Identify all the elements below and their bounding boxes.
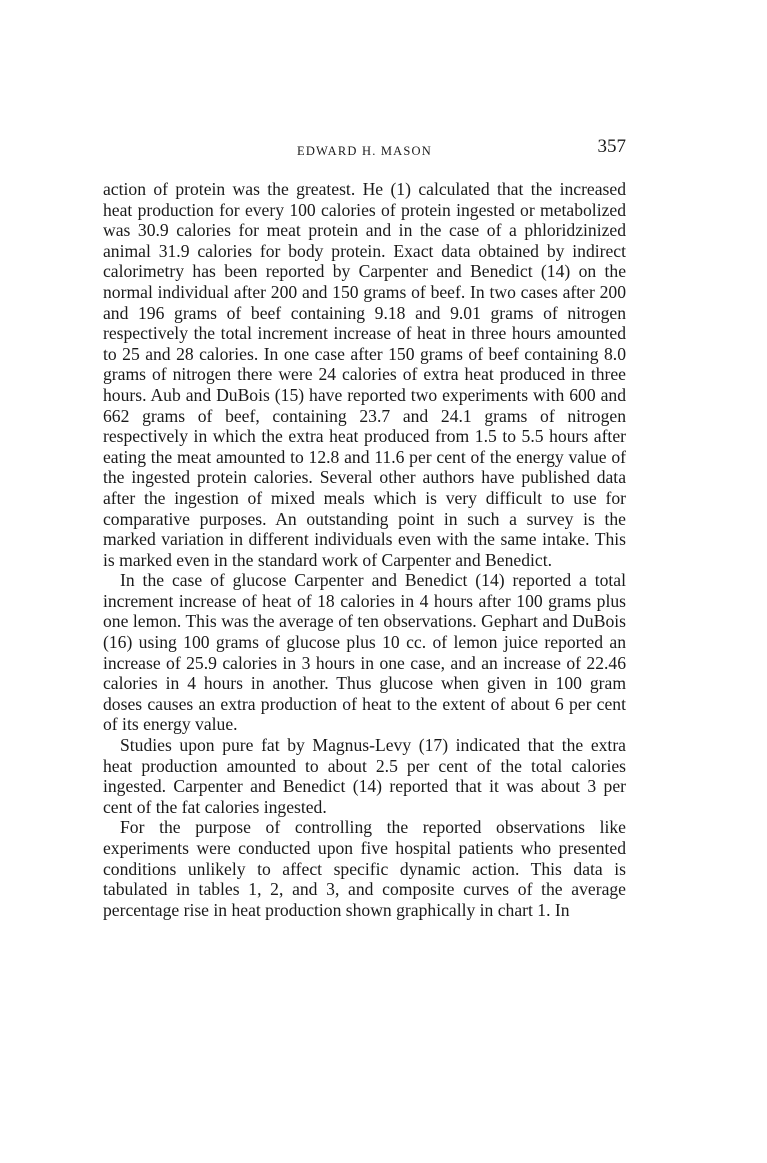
page-number: 357 (597, 136, 626, 157)
running-head-author: EDWARD H. MASON (296, 144, 433, 158)
paragraph-1: action of protein was the greatest. He (1) calculated that the increased heat production for every 100 calories of protein ingested or metabolized was 30.9 calories for meat protein and in the case of a phloridzinized animal 31.9 calories for body protein. Exact data obtained by indirect calorimetry has been reported by Carpenter and Benedict (14) on the normal individual after 200 and 150 grams of beef. In two cases after 200 and 196 grams of beef containing 9.18 and 9.01 grams of nitrogen respectively the total increment increase of heat in three hours amounted to 25 and 28 calories. In one case after 150 grams of beef containing 8.0 grams of nitrogen there were 24 calories of extra heat produced in three hours. Aub and DuBois (15) have reported two experiments with 600 and 662 grams of beef, containing 23.7 and 24.1 grams of nitrogen respectively in which the extra heat produced from 1.5 to 5.5 hours after eating the meat amounted to 12.8 and 11.6 per cent of the energy value of the ingested protein calories. Several other authors have published data after the ingestion of mixed meals which is very difficult to use for comparative purposes. An outstanding point in such a survey is the marked variation in different individuals even with the same intake. This is marked even in the standard work of Carpenter and Benedict. (103, 179, 626, 570)
document-page (103, 136, 626, 920)
paragraph-4: For the purpose of controlling the reported observations like experiments were conducted upon five hospital patients who presented conditions unlikely to affect specific dynamic action. This data is tabulated in tables 1, 2, and 3, and composite curves of the average percentage rise in heat production shown graphically in chart 1. In (103, 817, 626, 920)
paragraph-3: Studies upon pure fat by Magnus-Levy (17) indicated that the extra heat production amounted to about 2.5 per cent of the total calories ingested. Carpenter and Benedict (14) reported that it was about 3 per cent of the fat calories ingested. (103, 735, 626, 817)
running-header (103, 136, 626, 166)
paragraph-2: In the case of glucose Carpenter and Benedict (14) reported a total increment increase of heat of 18 calories in 4 hours after 100 grams plus one lemon. This was the average of ten observations. Gephart and DuBois (16) using 100 grams of glucose plus 10 cc. of lemon juice reported an increase of 25.9 calories in 3 hours in one case, and an increase of 22.46 calories in 4 hours in another. Thus glucose when given in 100 gram doses causes an extra production of heat to the extent of about 6 per cent of its energy value. (103, 570, 626, 735)
body-text (103, 179, 626, 920)
